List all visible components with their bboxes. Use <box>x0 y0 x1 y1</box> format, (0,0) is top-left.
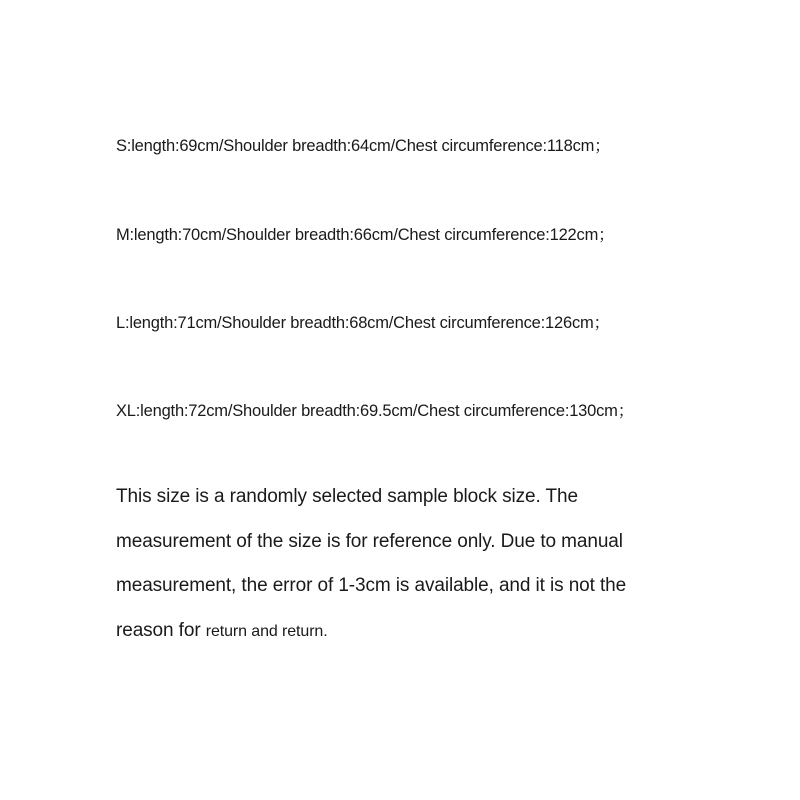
note-line-1: This size is a randomly selected sample block size. The <box>116 486 578 507</box>
size-s-line: S:length:69cm/Shoulder breadth:64cm/Chest circumference:118cm； <box>116 137 611 155</box>
note-line-2: measurement of the size is for reference only. Due to manual <box>116 531 623 552</box>
note-line-4 <box>116 620 328 643</box>
note-line-4-start: reason for <box>116 620 206 641</box>
size-l-line: L:length:71cm/Shoulder breadth:68cm/Chest circumference:126cm； <box>116 314 610 332</box>
size-m-line: M:length:70cm/Shoulder breadth:66cm/Chest circumference:122cm； <box>116 226 615 244</box>
note-line-4-end: return and return. <box>205 623 328 640</box>
size-xl-line: XL:length:72cm/Shoulder breadth:69.5cm/Chest circumference:130cm； <box>116 402 635 420</box>
note-line-3: measurement, the error of 1-3cm is available, and it is not the <box>116 575 627 596</box>
